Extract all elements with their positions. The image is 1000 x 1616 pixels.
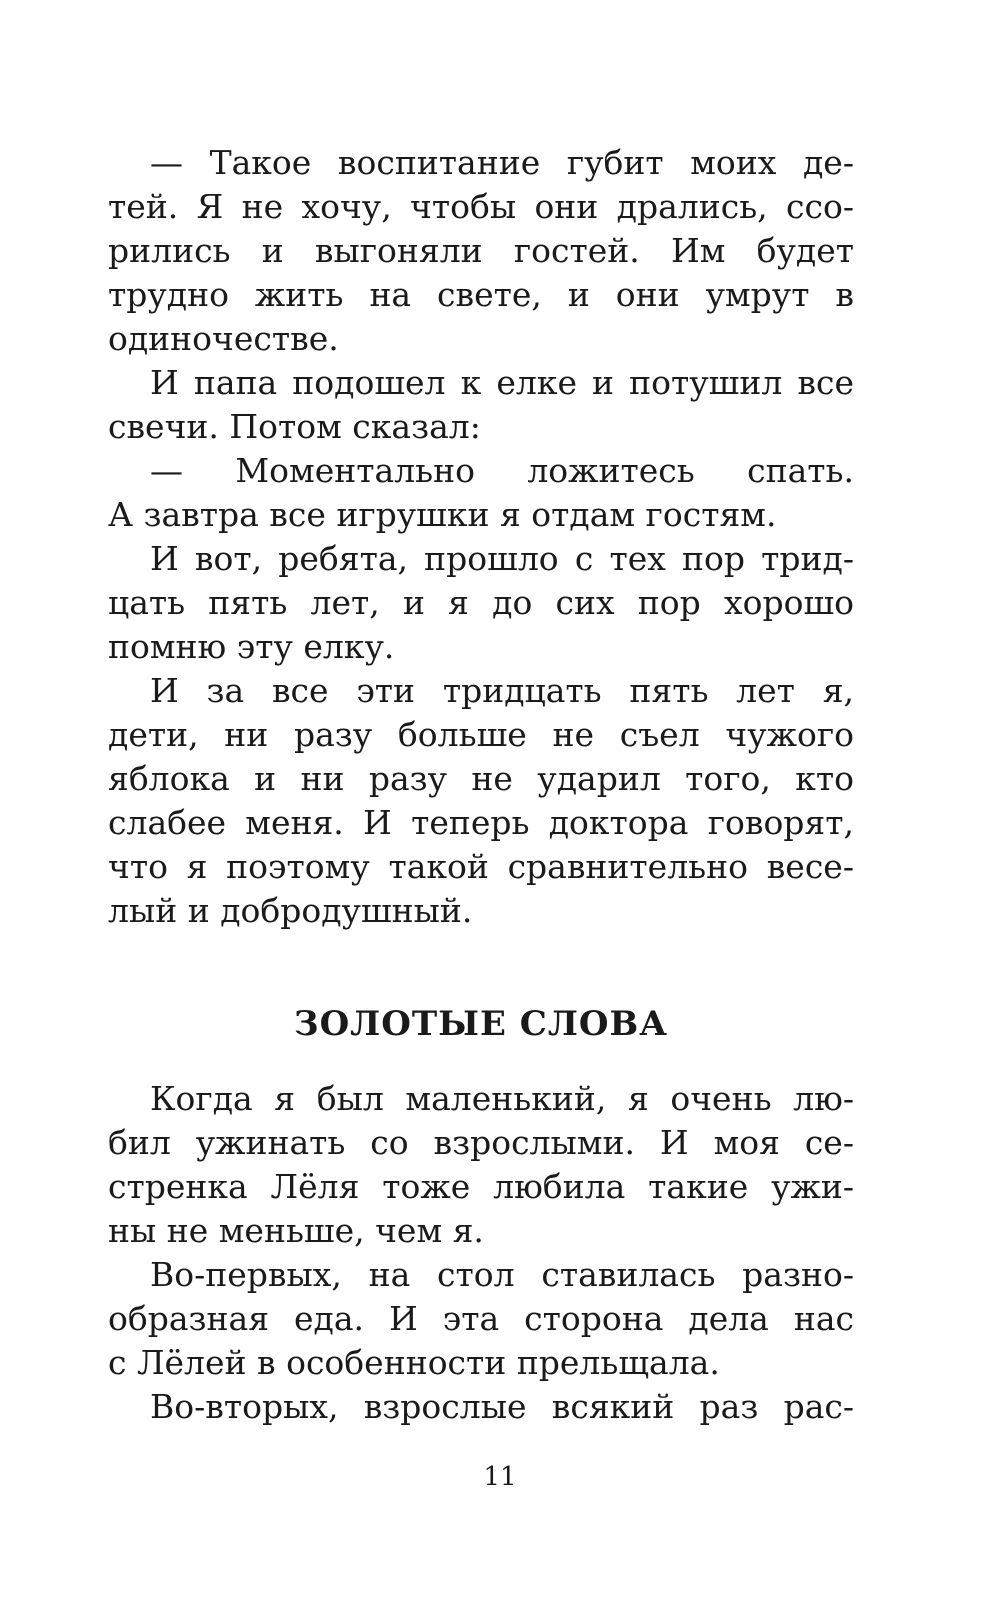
text-line: бил ужинать со взрослыми. И моя се- bbox=[108, 1123, 854, 1162]
text-line: Во-первых, на стол ставилась разно- bbox=[150, 1255, 854, 1294]
text-line: трудно жить на свете, и они умрут в bbox=[108, 275, 854, 314]
text-line: рились и выгоняли гостей. Им будет bbox=[108, 231, 854, 270]
text-line: И за все эти тридцать пять лет я, bbox=[150, 671, 854, 710]
text-line: стренка Лёля тоже любила такие ужи- bbox=[108, 1167, 854, 1206]
text-line: помню эту елку. bbox=[108, 627, 395, 666]
text-line: тей. Я не хочу, чтобы они дрались, ссо- bbox=[108, 187, 854, 226]
chapter-text bbox=[108, 1077, 854, 1429]
page-number: 11 bbox=[483, 1462, 517, 1492]
text-line: одиночестве. bbox=[108, 319, 339, 358]
chapter-heading: ЗОЛОТЫЕ СЛОВА bbox=[294, 1004, 668, 1044]
text-line: с Лёлей в особенности прельщала. bbox=[108, 1343, 720, 1382]
story-text-continued bbox=[108, 141, 854, 933]
text-line: образная еда. И эта сторона дела нас bbox=[108, 1299, 854, 1338]
text-line: — Моментально ложитесь спать. bbox=[150, 451, 854, 490]
text-line: свечи. Потом сказал: bbox=[108, 407, 481, 446]
text-line: слабее меня. И теперь доктора говорят, bbox=[108, 803, 854, 842]
text-line: яблока и ни разу не ударил того, кто bbox=[108, 759, 854, 798]
text-line: И вот, ребята, прошло с тех пор трид- bbox=[150, 539, 854, 578]
text-line: ны не меньше, чем я. bbox=[108, 1211, 484, 1250]
text-line: дети, ни разу больше не съел чужого bbox=[108, 715, 854, 754]
text-line: — Такое воспитание губит моих де- bbox=[150, 143, 854, 182]
text-line: Когда я был маленький, я очень лю- bbox=[150, 1079, 854, 1118]
text-line: А завтра все игрушки я отдам гостям. bbox=[108, 495, 777, 534]
text-line: Во-вторых, взрослые всякий раз рас- bbox=[150, 1387, 854, 1426]
text-line: лый и добродушный. bbox=[108, 891, 473, 930]
text-line: И папа подошел к елке и потушил все bbox=[150, 363, 854, 402]
text-line: что я поэтому такой сравнительно весе- bbox=[108, 847, 854, 886]
text-line: цать пять лет, и я до сих пор хорошо bbox=[108, 583, 854, 622]
